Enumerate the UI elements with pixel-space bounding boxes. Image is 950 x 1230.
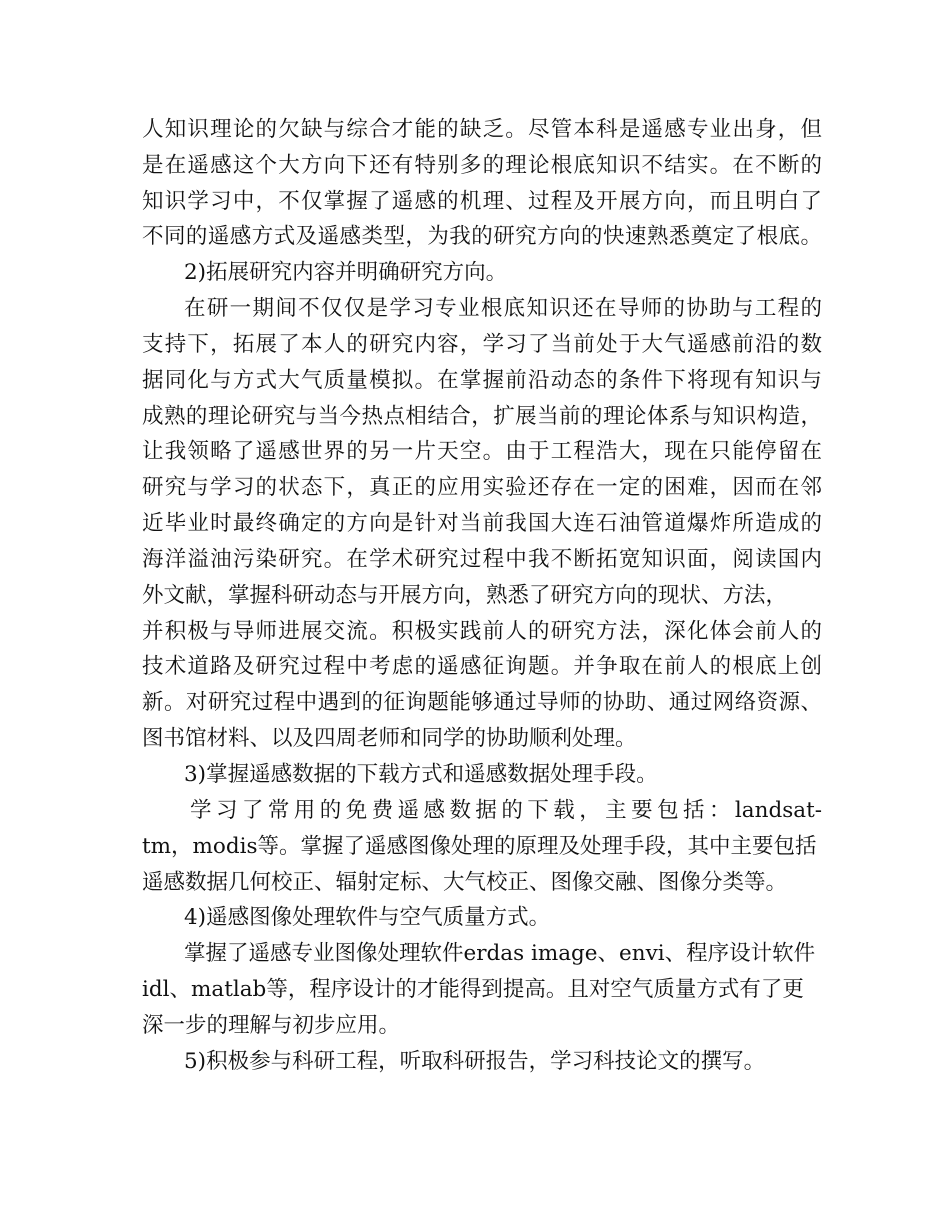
text-line: 新。对研究过程中遇到的征询题能够通过导师的协助、通过网络资源、 [142,690,822,715]
text-line: idl、matlab等，程序设计的才能得到提高。且对空气质量方式有了更 [142,977,804,1002]
text-line: 图书馆材料、以及四周老师和同学的协助顺利处理。 [142,726,637,751]
section-heading: 3)掌握遥感数据的下载方式和遥感数据处理手段。 [184,762,658,787]
text-line: tm，modis等。掌握了遥感图像处理的原理及处理手段，其中主要包括 [142,834,817,859]
section-heading: 2)拓展研究内容并明确研究方向。 [184,260,508,285]
text-line: 支持下，拓展了本人的研究内容，学习了当前处于大气遥感前沿的数 [142,332,822,357]
text-line: 学习了常用的免费遥感数据的下载，主要包括：landsat- [190,798,822,823]
text-line: 不同的遥感方式及遥感类型，为我的研究方向的快速熟悉奠定了根底。 [142,224,822,249]
text-line: 掌握了遥感专业图像处理软件erdas image、envi、程序设计软件 [184,941,816,966]
text-line: 外文献，掌握科研动态与开展方向，熟悉了研究方向的现状、方法， [142,583,788,608]
text-line: 让我领略了遥感世界的另一片天空。由于工程浩大，现在只能停留在 [142,439,822,464]
text-line: 研究与学习的状态下，真正的应用实验还存在一定的困难，因而在邻 [142,475,822,500]
text-line: 在研一期间不仅仅是学习专业根底知识还在导师的协助与工程的 [184,296,822,321]
text-line: 知识学习中，不仅掌握了遥感的机理、过程及开展方向，而且明白了 [142,189,822,214]
text-line: 据同化与方式大气质量模拟。在掌握前沿动态的条件下将现有知识与 [142,368,822,393]
section-heading: 4)遥感图像处理软件与空气质量方式。 [184,905,551,930]
text-line: 并积极与导师进展交流。积极实践前人的研究方法，深化体会前人的 [142,619,822,644]
text-line: 是在遥感这个大方向下还有特别多的理论根底知识不结实。在不断的 [142,153,822,178]
text-line: 人知识理论的欠缺与综合才能的缺乏。尽管本科是遥感专业出身，但 [142,117,822,142]
text-line: 深一步的理解与初步应用。 [142,1013,401,1038]
text-line: 成熟的理论研究与当今热点相结合，扩展当前的理论体系与知识构造， [142,404,822,429]
text-line: 近毕业时最终确定的方向是针对当前我国大连石油管道爆炸所造成的 [142,511,822,536]
text-line: 遥感数据几何校正、辐射定标、大气校正、图像交融、图像分类等。 [142,870,788,895]
text-line: 技术道路及研究过程中考虑的遥感征询题。并争取在前人的根底上创 [142,654,822,679]
section-heading: 5)积极参与科研工程，听取科研报告，学习科技论文的撰写。 [184,1049,766,1074]
text-line: 海洋溢油污染研究。在学术研究过程中我不断拓宽知识面，阅读国内 [142,547,822,572]
